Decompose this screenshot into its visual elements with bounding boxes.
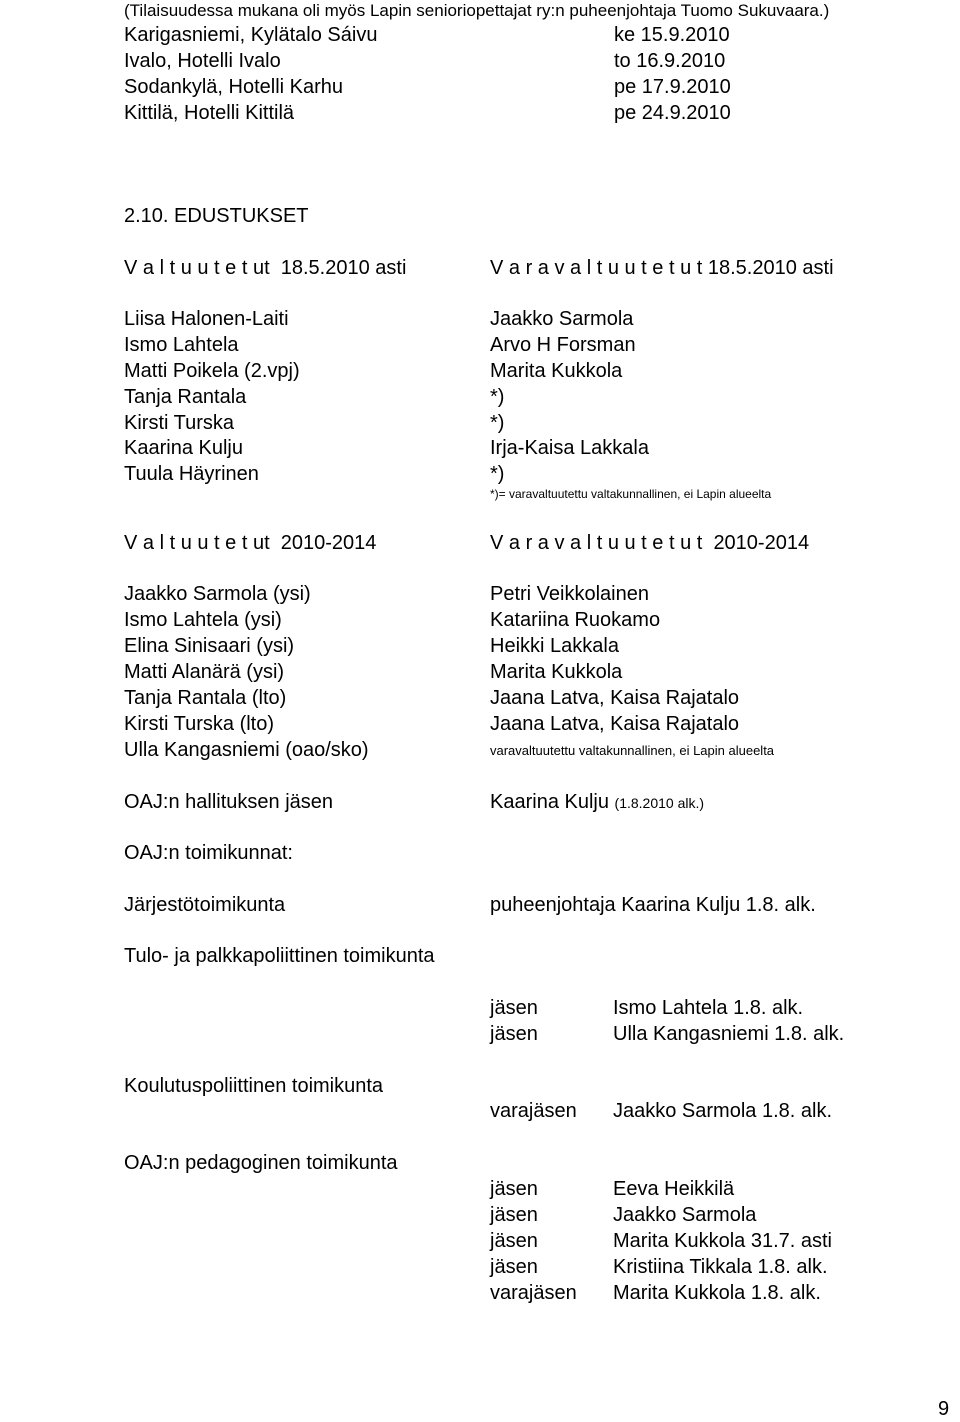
event-date: pe 17.9.2010 <box>614 76 731 98</box>
block2-right-heading: V a r a v a l t u u t e t u t 2010-2014 <box>490 532 810 554</box>
block2-left-name: Elina Sinisaari (ysi) <box>124 635 295 657</box>
block1-left-heading: V a l t u u t e t ut 18.5.2010 asti <box>124 257 407 279</box>
block2-left-name: Jaakko Sarmola (ysi) <box>124 583 311 605</box>
block1-left-name: Matti Poikela (2.vpj) <box>124 360 300 382</box>
member-role: jäsen <box>490 997 538 1019</box>
board-member-note: (1.8.2010 alk.) <box>614 795 705 811</box>
block1-left-name: Liisa Halonen-Laiti <box>124 308 289 330</box>
committee-pedagoginen-label: OAJ:n pedagoginen toimikunta <box>124 1152 398 1174</box>
member-name: Marita Kukkola 31.7. asti <box>613 1230 832 1252</box>
block2-right-name: Heikki Lakkala <box>490 635 619 657</box>
event-place: Karigasniemi, Kylätalo Sáivu <box>124 24 378 46</box>
block2-right-name: Petri Veikkolainen <box>490 583 649 605</box>
block2-right-name: Jaana Latva, Kaisa Rajatalo <box>490 687 740 709</box>
block2-left-heading: V a l t u u t e t ut 2010-2014 <box>124 532 377 554</box>
event-place: Kittilä, Hotelli Kittilä <box>124 102 295 124</box>
block1-right-name: Marita Kukkola <box>490 360 623 382</box>
block1-right-heading: V a r a v a l t u u t e t u t 18.5.2010 asti <box>490 257 834 279</box>
committee-tulo-label: Tulo- ja palkkapoliittinen toimikunta <box>124 945 435 967</box>
block2-left-name: Ismo Lahtela (ysi) <box>124 609 282 631</box>
block2-right-name: Jaana Latva, Kaisa Rajatalo <box>490 713 740 735</box>
committee-jarjesto-value: puheenjohtaja Kaarina Kulju 1.8. alk. <box>490 894 816 916</box>
block1-left-name: Ismo Lahtela <box>124 334 239 356</box>
board-label: OAJ:n hallituksen jäsen <box>124 791 334 813</box>
board-member-name: Kaarina Kulju <box>490 791 609 813</box>
event-date: ke 15.9.2010 <box>614 24 730 46</box>
section-title: 2.10. EDUSTUKSET <box>124 205 309 227</box>
committee-koulutus-label: Koulutuspoliittinen toimikunta <box>124 1075 384 1097</box>
member-name: Ismo Lahtela 1.8. alk. <box>613 997 804 1019</box>
member-role: jäsen <box>490 1178 538 1200</box>
block1-left-name: Tuula Häyrinen <box>124 463 259 485</box>
member-role: jäsen <box>490 1204 538 1226</box>
block2-left-name: Tanja Rantala (lto) <box>124 687 287 709</box>
block1-left-name: Tanja Rantala <box>124 386 247 408</box>
block1-right-name: Irja-Kaisa Lakkala <box>490 437 649 459</box>
intro-note: (Tilaisuudessa mukana oli myös Lapin senioriopettajat ry:n puheenjohtaja Tuomo Sukuvaara.) <box>124 1 830 20</box>
block1-right-name: *) <box>490 386 505 408</box>
member-role: varajäsen <box>490 1100 577 1122</box>
member-role: varajäsen <box>490 1282 577 1304</box>
event-place: Ivalo, Hotelli Ivalo <box>124 50 281 72</box>
block2-left-name: Ulla Kangasniemi (oao/sko) <box>124 739 369 761</box>
block1-right-name: *) <box>490 463 505 485</box>
block1-right-name: *) <box>490 412 505 434</box>
member-name: Ulla Kangasniemi 1.8. alk. <box>613 1023 845 1045</box>
member-name: Jaakko Sarmola <box>613 1204 757 1226</box>
event-place: Sodankylä, Hotelli Karhu <box>124 76 344 98</box>
event-date: pe 24.9.2010 <box>614 102 731 124</box>
member-name: Jaakko Sarmola 1.8. alk. <box>613 1100 832 1122</box>
member-role: jäsen <box>490 1256 538 1278</box>
committee-jarjesto-label: Järjestötoimikunta <box>124 894 286 916</box>
block2-right-name: Katariina Ruokamo <box>490 609 661 631</box>
block1-left-name: Kaarina Kulju <box>124 437 243 459</box>
member-role: jäsen <box>490 1023 538 1045</box>
board-member <box>490 789 704 816</box>
block2-right-note: varavaltuutettu valtakunnallinen, ei Lapin alueelta <box>490 743 775 758</box>
member-name: Eeva Heikkilä <box>613 1178 735 1200</box>
block1-left-name: Kirsti Turska <box>124 412 235 434</box>
block1-footnote: *)= varavaltuutettu valtakunnallinen, ei Lapin alueelta <box>490 487 772 501</box>
block1-right-name: Jaakko Sarmola <box>490 308 634 330</box>
block1-right-name: Arvo H Forsman <box>490 334 636 356</box>
member-name: Kristiina Tikkala 1.8. alk. <box>613 1256 828 1278</box>
event-date: to 16.9.2010 <box>614 50 726 72</box>
block2-left-name: Matti Alanärä (ysi) <box>124 661 285 683</box>
block2-right-name: Marita Kukkola <box>490 661 623 683</box>
member-role: jäsen <box>490 1230 538 1252</box>
block2-left-name: Kirsti Turska (lto) <box>124 713 275 735</box>
page-number: 9 <box>938 1398 950 1420</box>
member-name: Marita Kukkola 1.8. alk. <box>613 1282 821 1304</box>
committees-heading: OAJ:n toimikunnat: <box>124 842 293 864</box>
